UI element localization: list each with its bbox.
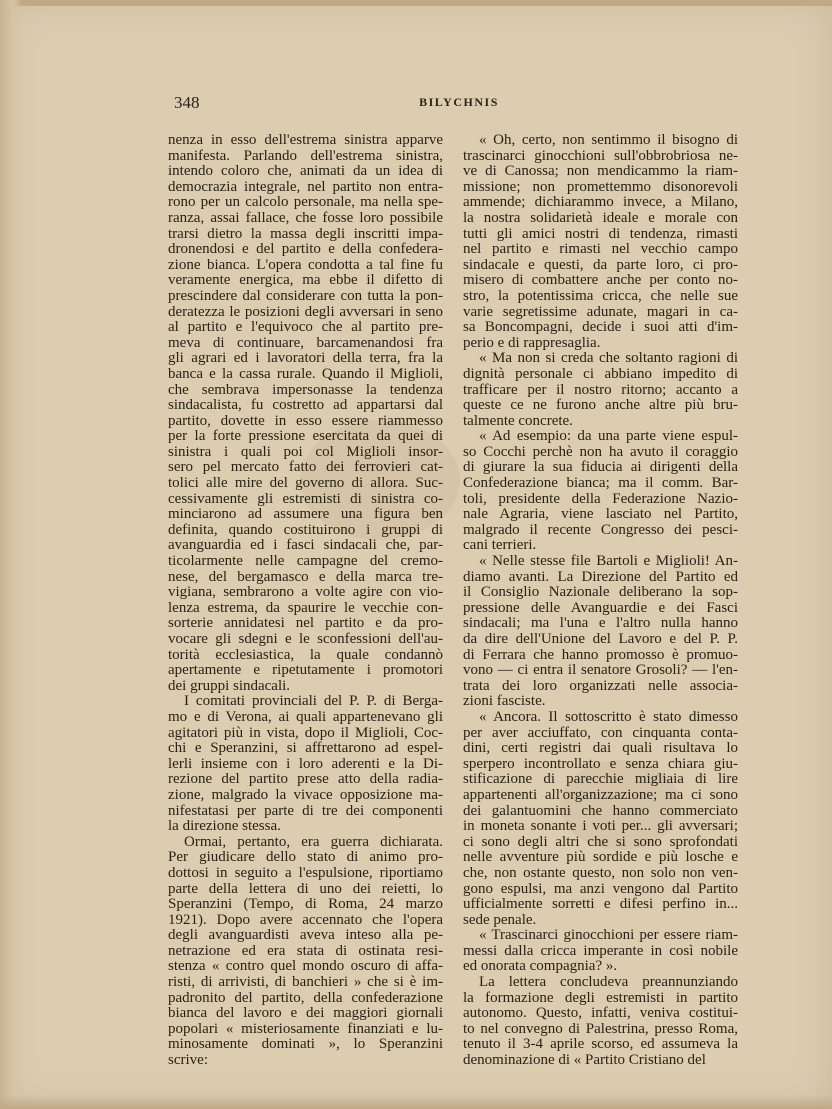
text-line: padronito del partito, della confederazione bbox=[168, 989, 443, 1006]
page-binding-edge bbox=[0, 0, 22, 1109]
text-line: autonomo. Questo, infatti, veniva costitui- bbox=[463, 1005, 738, 1022]
text-line: avanguardia ed i fasci sindacali che, par- bbox=[168, 537, 443, 554]
text-line: in moneta sonante i voti per... gli avversari; bbox=[463, 818, 738, 835]
text-line: cani terrieri. bbox=[463, 537, 537, 554]
text-line: nelle avventure più sordide e più losche e bbox=[463, 849, 738, 866]
text-line: che sembrava impersonasse la tendenza bbox=[168, 381, 443, 398]
text-line: bianca del lavoro e dei maggiori giornali bbox=[168, 1005, 443, 1022]
text-line: Ormai, pertanto, era guerra dichiarata. bbox=[184, 833, 443, 850]
text-line: trascinarci ginocchioni sull'obbrobriosa ne- bbox=[463, 147, 738, 164]
text-line: sinistra i quali poi col Miglioli insor- bbox=[168, 443, 443, 460]
text-line: talmente concrete. bbox=[463, 412, 573, 429]
text-line: scrive: bbox=[168, 1052, 208, 1069]
text-line: vigiana, sembrarono a volte agire con vio- bbox=[168, 584, 443, 601]
text-line: deratezza le posizioni degli avversari in seno bbox=[168, 303, 443, 320]
text-line: intendo coloro che, animati da un idea di bbox=[168, 163, 443, 180]
text-line: trafficare per il nostro ritorno; accanto a bbox=[463, 381, 738, 398]
text-line: trata dei loro organizzati nelle associa- bbox=[463, 677, 738, 694]
text-line: malgrado il recente Congresso dei pesci- bbox=[463, 521, 738, 538]
text-line: misero di combattere anche per conto no- bbox=[463, 272, 738, 289]
text-line: « Oh, certo, non sentimmo il bisogno di bbox=[479, 132, 738, 148]
text-line: prescindere dal considerare con tutta la pon- bbox=[168, 287, 443, 304]
text-line: rono per un calcolo personale, ma nella spe- bbox=[168, 194, 443, 211]
text-line: ticolarmente nelle campagne del cremo- bbox=[168, 553, 443, 570]
text-line: varie segretissime adunate, magari in ca- bbox=[463, 303, 738, 320]
text-line: per aver acciuffato, con cinquanta conta- bbox=[463, 724, 738, 741]
text-line: dottosi in seguito a l'espulsione, riportiamo bbox=[168, 864, 443, 881]
text-line: so Cocchi perchè non ha avuto il coraggio bbox=[463, 443, 738, 460]
text-line: di Ferrara che hanno promosso è promuo- bbox=[463, 646, 738, 663]
text-line: sperpero incontrollato e senza chiara giu- bbox=[463, 755, 738, 772]
text-line: denominazione di « Partito Cristiano del bbox=[463, 1052, 706, 1069]
text-line: nenza in esso dell'estrema sinistra apparve bbox=[168, 132, 443, 148]
text-line: minciarono ad assumere una figura ben bbox=[168, 506, 443, 523]
text-line: agitatori più in vista, dopo il Miglioli, Coc- bbox=[168, 724, 443, 741]
page-bottom-edge bbox=[0, 1095, 832, 1109]
text-line: « Ancora. Il sottoscritto è stato dimesso bbox=[479, 708, 738, 725]
text-line: risti, di arrivisti, di banchieri » che si è im- bbox=[168, 974, 443, 991]
text-line: ranza, assai fallace, che fosse loro possibile bbox=[168, 209, 443, 226]
text-line: messi dalla cricca imperante in così nobile bbox=[463, 942, 738, 959]
text-line: dignità personale ci abbiano impedito di bbox=[463, 365, 738, 382]
text-line: lenza estrema, da spaurire le vecchie con- bbox=[168, 599, 443, 616]
text-line: nifestatasi per parte di tre dei componenti bbox=[168, 802, 443, 819]
text-line: ed onorata compagnia? ». bbox=[463, 958, 618, 975]
text-line: veramente energica, ma ebbe il difetto di bbox=[168, 272, 443, 289]
text-line: appartenenti all'organizzazione; ma ci sono bbox=[463, 786, 738, 803]
text-line: gli agrari ed i lavoratori della terra, fra la bbox=[168, 350, 443, 367]
text-line: la nostra solidarietà ideale e morale con bbox=[463, 209, 738, 226]
text-line: to nel convegno di Palestrina, presso Roma, bbox=[463, 1020, 738, 1037]
text-line: vocare gli sdegni e le sconfessioni dell'au- bbox=[168, 631, 443, 647]
text-line: dini, certi registri dai quali risultava lo bbox=[463, 740, 738, 757]
text-line: ammende; dichiarammo invece, a Milano, bbox=[463, 194, 738, 211]
text-line: di giurare la sua fiducia ai dirigenti della bbox=[463, 459, 738, 476]
left-text-column bbox=[168, 133, 443, 1069]
text-line: zione bianca. L'opera condotta a tal fine fu bbox=[168, 256, 443, 273]
text-line: trarsi dietro la massa degli inscritti impa- bbox=[168, 225, 443, 242]
text-line: ci sono degli altri che si sono sprofondati bbox=[463, 833, 738, 850]
text-line: da dire dell'Unione del Lavoro e del P. P. bbox=[463, 631, 738, 647]
page-top-edge bbox=[0, 0, 832, 6]
text-line: « Trascinarci ginocchioni per essere riam- bbox=[479, 927, 738, 944]
text-line: dei galantuomini che hanno commerciato bbox=[463, 802, 738, 819]
text-line: mo e di Verona, ai quali appartenevano gli bbox=[168, 708, 443, 725]
text-line: La lettera concludeva preannunziando bbox=[479, 974, 738, 991]
text-line: al partito e l'equivoco che al partito pre- bbox=[168, 319, 443, 336]
text-line: Speranzini (Tempo, di Roma, 24 marzo bbox=[168, 896, 443, 913]
page-header bbox=[174, 93, 744, 115]
text-line: dei gruppi sindacali. bbox=[168, 677, 291, 694]
text-line: sero pel mercato fatto dei ferrovieri cat- bbox=[168, 459, 443, 476]
text-line: che, non ostante questo, non solo non ven- bbox=[463, 864, 738, 881]
text-line: popolari « misteriosamente finanziati e lu- bbox=[168, 1020, 443, 1037]
text-line: sorterie annidatesi nel partito e da pro- bbox=[168, 615, 443, 632]
text-line: netrazione ed era stata di ostinata resi- bbox=[168, 942, 443, 959]
text-line: Confederazione bianca; ma il comm. Bar- bbox=[463, 475, 738, 492]
text-line: democrazia integrale, nel partito non entra- bbox=[168, 178, 443, 195]
text-line: il Consiglio Nazionale deliberano la sop- bbox=[463, 584, 738, 601]
text-line: la direzione stessa. bbox=[168, 818, 281, 835]
text-line: la formazione degli estremisti in partito bbox=[463, 989, 738, 1006]
text-line: « Nelle stesse file Bartoli e Miglioli! An- bbox=[479, 553, 738, 570]
text-line: sindacali; ma l'una e l'altro nulla hanno bbox=[463, 615, 738, 632]
text-line: stificazione di parecchie migliaia di lire bbox=[463, 771, 738, 788]
text-line: pressione delle Avanguardie e dei Fasci bbox=[463, 599, 738, 616]
text-line: tenuto il 3-4 aprile scorso, ed assumeva la bbox=[463, 1036, 738, 1053]
text-line: « Ma non si creda che soltanto ragioni di bbox=[479, 350, 738, 367]
text-line: rezione del partito prese atto della radia- bbox=[168, 771, 443, 788]
text-line: partito, dovette in esso essere riammesso bbox=[168, 412, 443, 429]
text-line: degli avanguardisti aveva inteso alla pe- bbox=[168, 927, 443, 944]
text-line: missione; non promettemmo disonorevoli bbox=[463, 178, 738, 195]
page-number: 348 bbox=[174, 93, 200, 112]
text-line: banca e la cassa rurale. Quando il Miglioli, bbox=[168, 365, 443, 382]
text-line: chi e Speranzini, si affrettarono ad espel- bbox=[168, 740, 443, 757]
text-line: tolici alle mire del governo di allora. Suc- bbox=[168, 475, 443, 492]
text-line: lerli insieme con i loro aderenti e la Di- bbox=[168, 755, 443, 772]
text-line: queste ce ne furono anche altre più bru- bbox=[463, 397, 738, 414]
text-line: dronendosi e del partito e della confedera- bbox=[168, 241, 443, 258]
text-line: cessivamente gli estremisti di sinistra co- bbox=[168, 490, 443, 507]
text-line: vono — ci entra il senatore Grosoli? — l'en- bbox=[463, 662, 738, 679]
text-line: stro, la potentissima cricca, che nelle sue bbox=[463, 287, 738, 304]
text-line: nese, del bergamasco e della marca tre- bbox=[168, 568, 443, 585]
text-line: tutti gli amici nostri di tendenza, rimasti bbox=[463, 225, 738, 242]
text-line: sa Boncompagni, decide i suoi atti d'im- bbox=[463, 319, 738, 336]
text-line: 1921). Dopo avere accennato che l'opera bbox=[168, 911, 443, 928]
text-line: minosamente dominati », lo Speranzini bbox=[168, 1036, 443, 1053]
text-line: sindacalista, fu costretto ad appartarsi dal bbox=[168, 397, 443, 414]
text-line: manifesta. Parlando dell'estrema sinistra, bbox=[168, 147, 443, 164]
text-line: zione, malgrado la vivace opposizione ma- bbox=[168, 786, 443, 803]
text-line: nale Agraria, viene lasciato nel Partito, bbox=[463, 506, 738, 523]
text-line: ve di Canossa; non mendicammo la riam- bbox=[463, 163, 738, 180]
text-line: sindacale e questi, da parte loro, ci pro- bbox=[463, 256, 738, 273]
text-line: diamo avanti. La Direzione del Partito ed bbox=[463, 568, 738, 585]
text-line: definita, quando costituirono i gruppi di bbox=[168, 521, 443, 538]
text-line: gono espulsi, ma anzi vengono dal Partito bbox=[463, 880, 738, 897]
text-line: stenza « contro quel mondo oscuro di affa- bbox=[168, 958, 443, 975]
text-line: I comitati provinciali del P. P. di Berga- bbox=[184, 693, 443, 710]
text-line: perio e di rappresaglia. bbox=[463, 334, 601, 351]
text-line: nel partito e rimasti nel vecchio campo bbox=[463, 241, 738, 258]
right-text-column bbox=[463, 133, 738, 1069]
text-line: Per giudicare dello stato di animo pro- bbox=[168, 849, 443, 866]
text-line: ufficialmente sorretti e difesi perfino in... bbox=[463, 896, 738, 913]
text-line: per la forte pressione esercitata da quei di bbox=[168, 428, 443, 445]
text-line: toli, presidente della Federazione Nazio- bbox=[463, 490, 738, 507]
text-line: zioni fasciste. bbox=[463, 693, 546, 710]
text-line: « Ad esempio: da una parte viene espul- bbox=[479, 428, 738, 445]
text-line: apertamente e ripetutamente i promotori bbox=[168, 662, 443, 679]
text-line: sede penale. bbox=[463, 911, 537, 928]
text-line: meva di continuare, barcamenandosi fra bbox=[168, 334, 443, 351]
text-line: torità ecclesiastica, la quale condannò bbox=[168, 646, 443, 663]
text-line: parte della lettera di uno dei reietti, lo bbox=[168, 880, 443, 897]
running-head: BILYCHNIS bbox=[419, 95, 499, 109]
